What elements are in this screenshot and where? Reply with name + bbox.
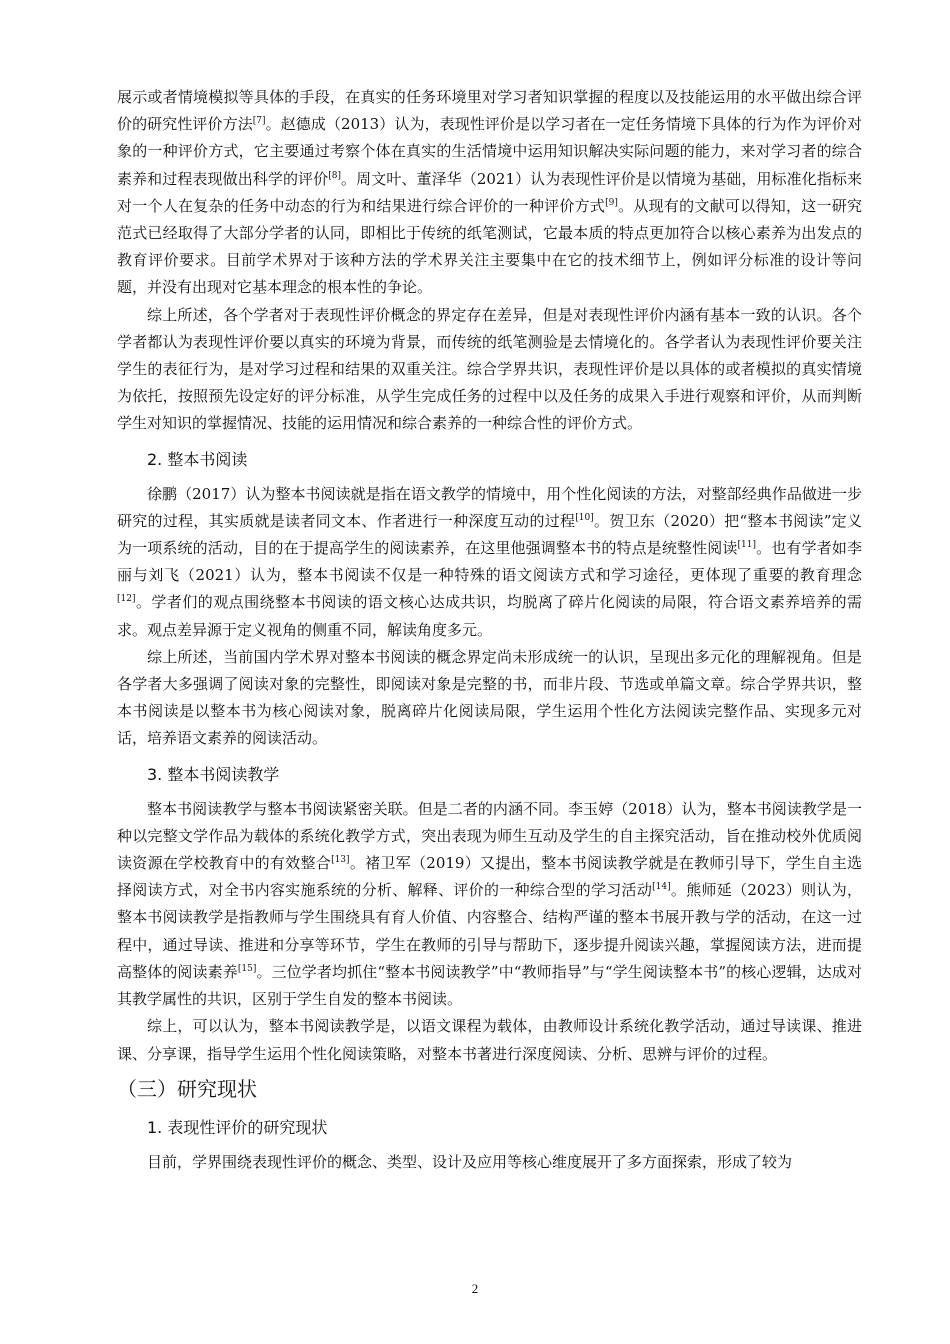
citation-8: [8] — [328, 170, 341, 181]
page-number: 2 — [471, 1281, 479, 1296]
heading-whole-book-teaching: 3. 整本书阅读教学 — [147, 764, 280, 784]
citation-14: [14] — [652, 882, 671, 893]
citation-9: [9] — [605, 197, 618, 208]
heading-performance-research-status: 1. 表现性评价的研究现状 — [147, 1117, 328, 1137]
document-body — [117, 84, 862, 1176]
paragraph-research-status-intro: 目前，学界围绕表现性评价的概念、类型、设计及应用等核心维度展开了多方面探索，形成了较为 — [147, 1152, 793, 1171]
paragraph-teaching-summary: 综上，可以认为，整本书阅读教学是，以语文课程为载体，由教师设计系统化教学活动，通过导读课、推进课、分享课，指导学生运用个性化阅读策略，对整本书著进行深度阅读、分析、思辨与评价的过程。 — [117, 1017, 862, 1063]
citation-12: [12] — [117, 594, 136, 605]
paragraph-performance-definitions: 展示或者情境模拟等具体的手段，在真实的任务环境里对学习者知识掌握的程度以及技能运用的水平做出综合评价的研究性评价方法[7]。赵德成（2013）认为，表现性评价是以学习者在一定任务情境下具体的行为作为评价对象的一种评价方式，它主要通过考察个体在真实的生活情境中运用知识解决实际问题的能力，来对学习者的综合素养和过程表现做出科学的评价[8]。周文叶、董泽华（2021）认为表现性评价是以情境为基础，用标准化指标来对一个人在复杂的任务中动态的行为和结果进行综合评价的一种评价方式[9]。从现有的文献可以得知，这一研究范式已经取得了大部分学者的认同，即相比于传统的纸笔测试，它最本质的特点更加符合以核心素养为出发点的教育评价要求。目前学术界对于该种方法的学术界关注主要集中在它的技术细节上，例如评分标准的设计等问题，并没有出现对它基本理念的根本性的争论。 — [117, 88, 862, 297]
heading-whole-book-reading: 2. 整本书阅读 — [147, 449, 248, 469]
paragraph-whole-book-definitions: 徐鹏（2017）认为整本书阅读就是指在语文教学的情境中，用个性化阅读的方法，对整部经典作品做进一步研究的过程，其实质就是读者同文本、作者进行一种深度互动的过程[10]。贺卫东（2020）把“整本书阅读”定义为一项系统的活动，目的在于提高学生的阅读素养，在这里他强调整本书的特点是统整性阅读[11]。也有学者如李丽与刘飞（2021）认为，整本书阅读不仅是一种特殊的语文阅读方式和学习途径，更体现了重要的教育理念[12]。学者们的观点围绕整本书阅读的语文核心达成共识，均脱离了碎片化阅读的局限，符合语文素养培养的需求。观点差异源于定义视角的侧重不同，解读角度多元。 — [117, 484, 862, 639]
citation-13: [13] — [331, 855, 350, 866]
citation-10: [10] — [575, 512, 594, 523]
paragraph-teaching-definitions: 整本书阅读教学与整本书阅读紧密关联。但是二者的内涵不同。李玉婷（2018）认为，整本书阅读教学是一种以完整文学作品为载体的系统化教学方式，突出表现为师生互动及学生的自主探究活动，旨在推动校外优质阅读资源在学校教育中的有效整合[13]。褚卫军（2019）又提出，整本书阅读教学就是在教师引导下，学生自主选择阅读方式，对全书内容实施系统的分析、解释、评价的一种综合型的学习活动[14]。熊师延（2023）则认为，整本书阅读教学是指教师与学生围绕具有育人价值、内容整合、结构严谨的整本书展开教与学的活动，在这一过程中，通过导读、推进和分享等环节，学生在教师的引导与帮助下，逐步提升阅读兴趣，掌握阅读方法，进而提高整体的阅读素养[15]。三位学者均抓住“整本书阅读教学”中“教师指导”与“学生阅读整本书”的核心逻辑，达成对其教学属性的共识，区别于学生自发的整本书阅读。 — [117, 799, 862, 1009]
citation-7: [7] — [252, 116, 266, 127]
citation-11: [11] — [737, 540, 757, 551]
paragraph-performance-summary: 综上所述，各个学者对于表现性评价概念的界定存在差异，但是对表现性评价内涵有基本一致的认识。各个学者都认为表现性评价要以真实的环境为背景，而传统的纸笔测验是去情境化的。各学者认为表现性评价要关注学生的表征行为，是对学习过程和结果的双重关注。综合学界共识，表现性评价是以具体的或者模拟的真实情境为依托，按照预先设定好的评分标准，从学生完成任务的过程中以及任务的成果入手进行观察和评价，从而判断学生对知识的掌握情况、技能的运用情况和综合素养的一种综合性的评价方式。 — [117, 305, 862, 433]
paragraph-whole-book-summary: 综上所述，当前国内学术界对整本书阅读的概念界定尚未形成统一的认识，呈现出多元化的理解视角。但是各学者大多强调了阅读对象的完整性，即阅读对象是完整的书，而非片段、节选或单篇文章。综合学界共识，整本书阅读是以整本书为核心阅读对象，脱离碎片化阅读局限，学生运用个性化方法阅读完整作品、实现多元对话，培养语文素养的阅读活动。 — [117, 647, 862, 748]
section-heading-research-status: （三）研究现状 — [117, 1076, 257, 1101]
citation-15: [15] — [237, 963, 257, 974]
